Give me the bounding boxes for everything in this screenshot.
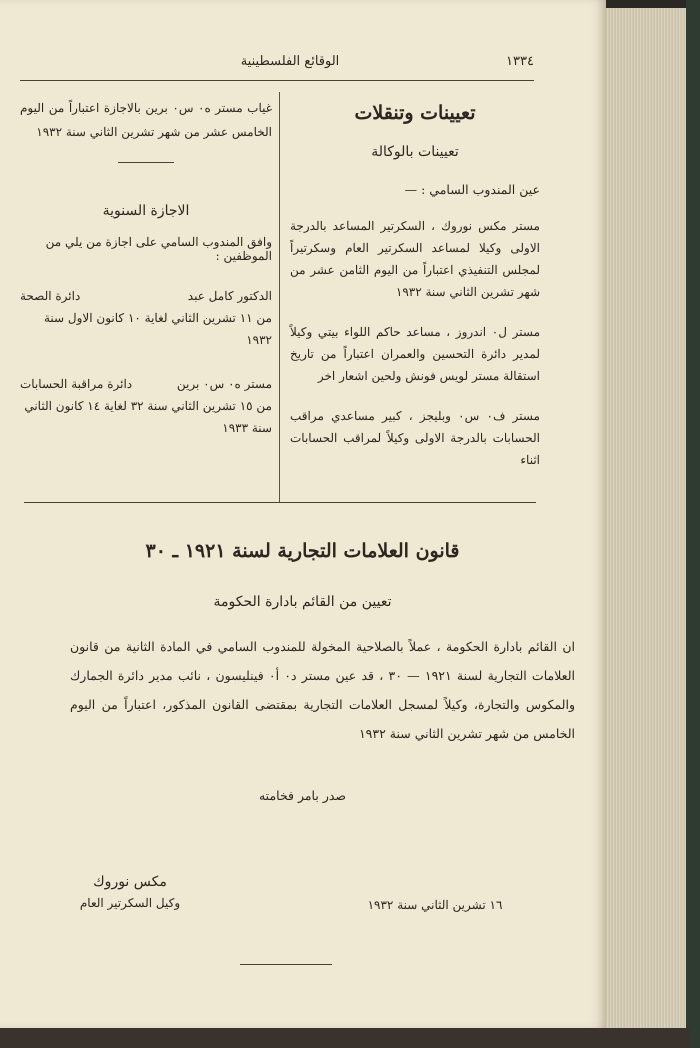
signatory-title: وكيل السكرتير العام [79,896,181,910]
trademarks-subtitle: تعيين من القائم بادارة الحكومة [213,594,392,610]
page-number: ١٣٣٤ [506,54,534,69]
appointment-item: مستر ف٠ س٠ وبليجز ، كبير مساعدي مراقب الحسابات بالدرجة الاولى وكيلاً لمراقب الحسابات اثناء [290,409,540,467]
left-column [20,96,272,439]
leave-entry [20,285,272,351]
end-rule [240,964,332,965]
trademarks-body: ان القائم بادارة الحكومة ، عملاً بالصلاحية المخولة للمندوب السامي في المادة الثانية من قانون العلامات التجارية لسنة ١٩٢١ — ٣٠ ، قد عين مستر د٠ أ٠ فينليسون ، نائب مدير دائرة الجمارك والمكوس والتجارة، وكيلاً لمسجل العلامات التجارية بمقتضى القانون المذكور، اعتباراً من اليوم الخامس من شهر تشرين الثاني سنة ١٩٣٢ [70,639,575,741]
issued-by-order: صدر بامر فخامته [258,788,347,803]
book-bottom-edge [0,1028,690,1048]
trademarks-title: قانون العلامات التجارية لسنة ١٩٢١ ـ ٣٠ [145,540,460,562]
leave-period: من ١٥ تشرين الثاني سنة ٣٢ لغاية ١٤ كانون الثاني سنة ١٩٣٣ [24,399,272,435]
leave-employee-name: مستر ه٠ س٠ برين [176,377,272,391]
leave-department: دائرة الصحة [20,289,81,303]
header-rule [20,80,534,81]
appointments-subtitle: تعيينات بالوكالة [371,144,459,160]
leave-department: دائرة مراقبة الحسابات [20,377,133,391]
column-divider [279,92,280,502]
appointment-item: مستر ل٠ اندروز ، مساعد حاكم اللواء بيتي وكيلاً لمدير دائرة التحسين والعمران اعتباراً من تاريخ استقالة مستر لويس فونش ولحين اشعار اخر [290,325,540,383]
annual-leave-title: الاجازة السنوية [102,203,190,219]
running-header: الوقائع الفلسطينية [240,54,340,69]
signature-block [60,874,200,910]
signatory-name: مكس نوروك [93,874,167,890]
section-divider [118,162,174,163]
appointments-title: تعيينات وتنقلات [354,102,476,124]
leave-period: من ١١ تشرين الثاني لغاية ١٠ كانون الاول سنة ١٩٣٢ [43,311,272,347]
appointer-line: عين المندوب السامي : — [404,182,540,197]
appointment-item: مستر مكس نوروك ، السكرتير المساعد بالدرجة الاولى وكيلا لمساعد السكرتير العام وسكرتيراً لمجلس التنفيذي اعتباراً من اليوم الثامن عشر من شهر تشرين الثاني سنة ١٩٣٢ [290,219,540,299]
leave-employee-name: الدكتور كامل عبد [187,289,272,303]
book-page-edges [598,8,690,1030]
trademarks-section [30,500,575,803]
annual-leave-intro: وافق المندوب السامي على اجازة من يلي من الموظفين : [45,235,272,263]
appointments-section [290,96,540,471]
document-date: ١٦ تشرين الثاني سنة ١٩٣٢ [367,898,503,912]
book-cover-edge [686,0,700,1048]
appointment-continuation: غياب مستر ه٠ س٠ برين بالاجازة اعتباراً من اليوم الخامس عشر من شهر تشرين الثاني سنة ١٩٣٢ [20,101,273,139]
leave-entry [20,373,272,439]
